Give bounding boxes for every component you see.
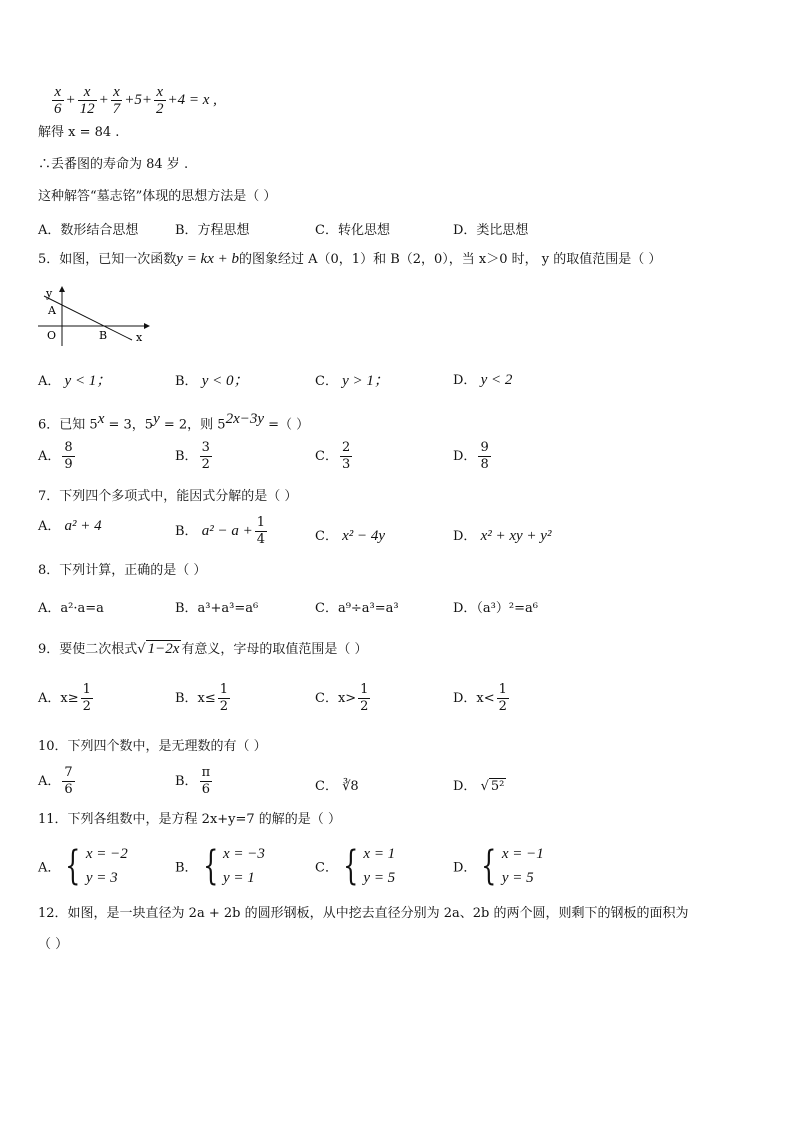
q11-text: 11．下列各组数中，是方程 2x+y=7 的解的是（ ） bbox=[38, 812, 341, 827]
q8-option-b: B．a³+a³=a⁶ bbox=[175, 601, 259, 616]
q6-text: 6．已知 $5^x = 3$，$5^y = 2$，则 $5^{2x-3y}$ =（ ） bbox=[38, 411, 310, 433]
graph-label-y: y bbox=[46, 287, 53, 300]
q5-option-c: C． y > 1； bbox=[315, 373, 389, 389]
q8-option-c: C．a⁹÷a³=a³ bbox=[315, 601, 399, 616]
q8-option-d: D．（a³）²=a⁶ bbox=[453, 601, 538, 616]
q9-option-a: A．x≥ $\frac{1}{2}$ bbox=[38, 682, 91, 714]
q5-option-a: A． y < 1； bbox=[38, 373, 112, 389]
q11-option-a: A． { x = −2 y = 3 bbox=[38, 843, 128, 889]
q12-paren: （ ） bbox=[38, 937, 69, 952]
q6-option-d: D． $\frac{9}{8}$ bbox=[453, 440, 489, 472]
q11-option-b: B． { x = −3 y = 1 bbox=[175, 843, 265, 889]
q8-option-a: A．a²·a=a bbox=[38, 601, 104, 616]
q4-option-d: D．类比思想 bbox=[453, 223, 529, 238]
q9-option-d: D．x< $\frac{1}{2}$ bbox=[453, 682, 507, 714]
q12-text: 12．如图，是一块直径为 2a + 2b 的圆形钢板，从中挖去直径分别为 2a、2b 的两个圆，则剩下的钢板的面积为 bbox=[38, 906, 689, 921]
q11-option-d: D． { x = −1 y = 5 bbox=[453, 843, 544, 889]
q7-text: 7．下列四个多项式中，能因式分解的是（ ） bbox=[38, 489, 298, 504]
equation-line: $\frac{x}{6}$ + $\frac{x}{12}$ + $\frac{x}{7}$ +5+ $\frac{x}{2}$ +4 = x , bbox=[54, 84, 217, 117]
graph-label-x: x bbox=[136, 331, 143, 344]
q9-option-b: B．x≤ $\frac{1}{2}$ bbox=[175, 682, 229, 714]
q4-option-a: A．数形结合思想 bbox=[38, 223, 139, 238]
q10-text: 10．下列四个数中，是无理数的有（ ） bbox=[38, 739, 267, 754]
graph-label-o: O bbox=[47, 329, 57, 342]
q7-option-c: C． x² − 4y bbox=[315, 528, 386, 544]
q11-option-c: C． { x = 1 y = 5 bbox=[315, 843, 396, 889]
q9-option-c: C．x> $\frac{1}{2}$ bbox=[315, 682, 369, 714]
q5-graph bbox=[34, 284, 154, 350]
q5-option-b: B． y < 0； bbox=[175, 373, 249, 389]
q6-option-b: B． $\frac{3}{2}$ bbox=[175, 440, 210, 472]
q6-option-a: A． $\frac{8}{9}$ bbox=[38, 440, 73, 472]
graph-line bbox=[44, 296, 132, 340]
q5-text: 5．如图，已知一次函数y = kx + b的图象经过 A（0，1）和 B（2，0），当 x＞0 时， y 的取值范围是（ ） bbox=[38, 251, 662, 267]
q10-option-c: C． ∛8 bbox=[315, 779, 359, 794]
q7-option-d: D． x² + xy + y² bbox=[453, 528, 552, 544]
q4-option-b: B．方程思想 bbox=[175, 223, 250, 238]
q4-option-c: C．转化思想 bbox=[315, 223, 390, 238]
q10-option-a: A． $\frac{7}{6}$ bbox=[38, 765, 73, 797]
conclusion-line: ∴丢番图的寿命为 84 岁 . bbox=[38, 157, 189, 172]
graph-label-b: B bbox=[99, 329, 108, 342]
graph-x-arrow bbox=[144, 323, 150, 329]
q4-text: 这种解答“墓志铭”体现的思想方法是（ ） bbox=[38, 189, 277, 204]
q7-option-b: B． a² − a + $\frac{1}{4}$ bbox=[175, 515, 265, 547]
q9-text: 9．要使二次根式√ 1−2x 有意义，字母的取值范围是（ ） bbox=[38, 641, 368, 657]
graph-y-arrow bbox=[59, 286, 65, 292]
q10-option-b: B． $\frac{\pi}{6}$ bbox=[175, 765, 211, 797]
solve-line: 解得 x = 84 . bbox=[38, 125, 120, 140]
q7-option-a: A． a² + 4 bbox=[38, 518, 102, 534]
q6-option-c: C． $\frac{2}{3}$ bbox=[315, 440, 351, 472]
q8-text: 8．下列计算，正确的是（ ） bbox=[38, 563, 207, 578]
q5-option-d: D． y < 2 bbox=[453, 372, 513, 388]
q10-option-d: D． √ 5² bbox=[453, 779, 505, 794]
graph-label-a: A bbox=[48, 304, 56, 317]
